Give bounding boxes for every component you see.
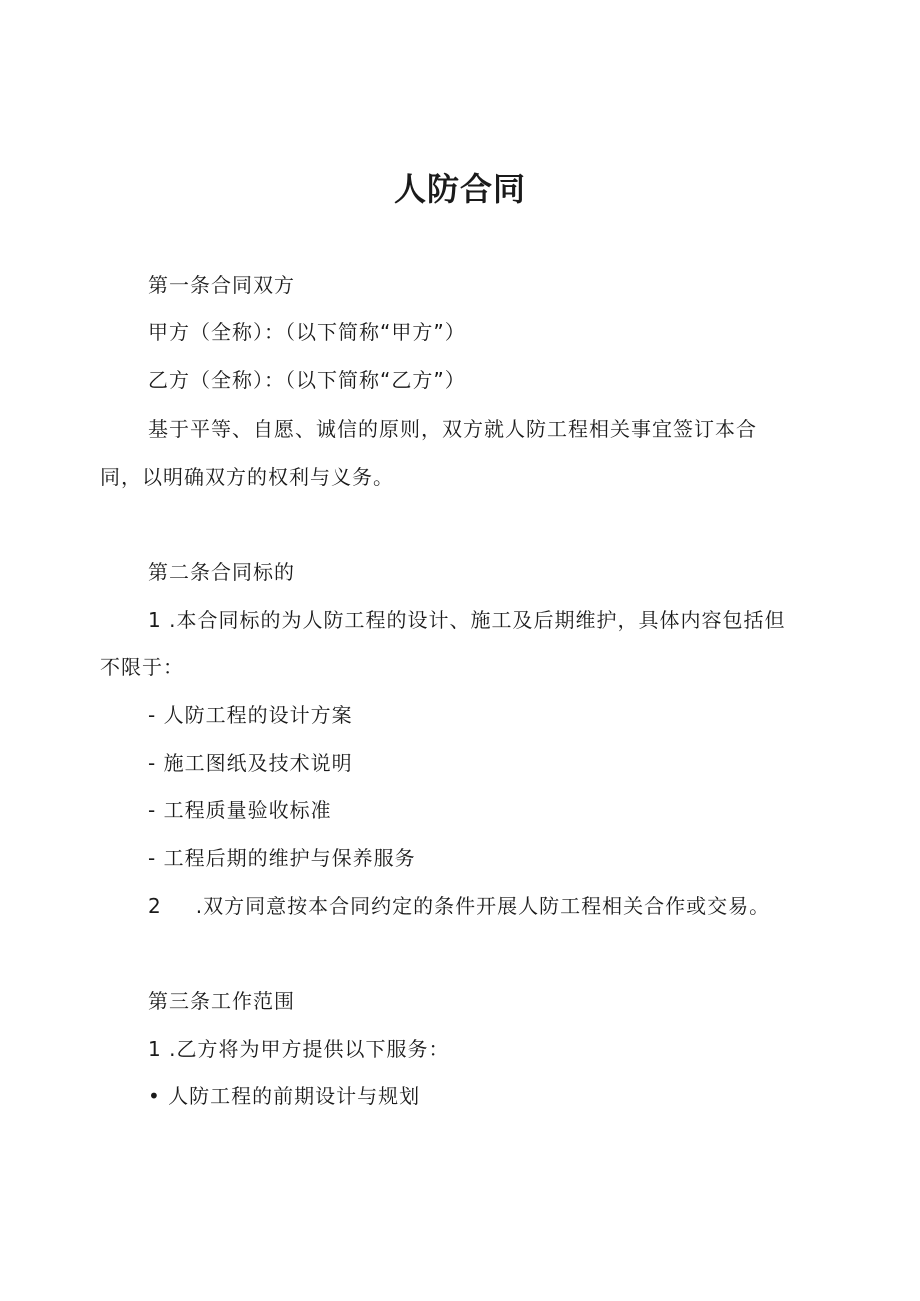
intro-paragraph-line-1: 基于平等、自愿、诚信的原则，双方就人防工程相关事宜签订本合: [148, 417, 757, 441]
document-title: 人防合同: [393, 170, 526, 208]
party-b-line: 乙方（全称）：（以下简称“乙方”）: [148, 368, 466, 392]
article-2-bullet-drawings: - 施工图纸及技术说明: [148, 751, 353, 775]
article-2-item-1-line-1: 1 .本合同标的为人防工程的设计、施工及后期维护，具体内容包括但: [148, 608, 786, 632]
article-2-bullet-design: - 人防工程的设计方案: [148, 703, 353, 727]
article-2-bullet-maintenance: - 工程后期的维护与保养服务: [148, 846, 416, 870]
article-2-item-2: [148, 891, 770, 921]
article-2-bullet-acceptance: - 工程质量验收标准: [148, 798, 332, 822]
party-a-line: 甲方（全称）：（以下简称“甲方”）: [148, 320, 466, 344]
intro-paragraph-line-2: 同，以明确双方的权利与义务。: [100, 465, 394, 489]
article-2-item-1-line-2: 不限于：: [100, 655, 184, 679]
article-3-heading: 第三条工作范围: [148, 989, 295, 1013]
article-2-heading: 第二条合同标的: [148, 560, 295, 584]
article-2-item-2-number: 2: [148, 894, 162, 918]
article-2-item-2-text: .双方同意按本合同约定的条件开展人防工程相关合作或交易。: [195, 894, 771, 918]
article-3-bullet-planning: • 人防工程的前期设计与规划: [148, 1084, 421, 1108]
article-1-heading: 第一条合同双方: [148, 273, 295, 297]
article-3-item-1: 1 .乙方将为甲方提供以下服务：: [148, 1037, 450, 1061]
